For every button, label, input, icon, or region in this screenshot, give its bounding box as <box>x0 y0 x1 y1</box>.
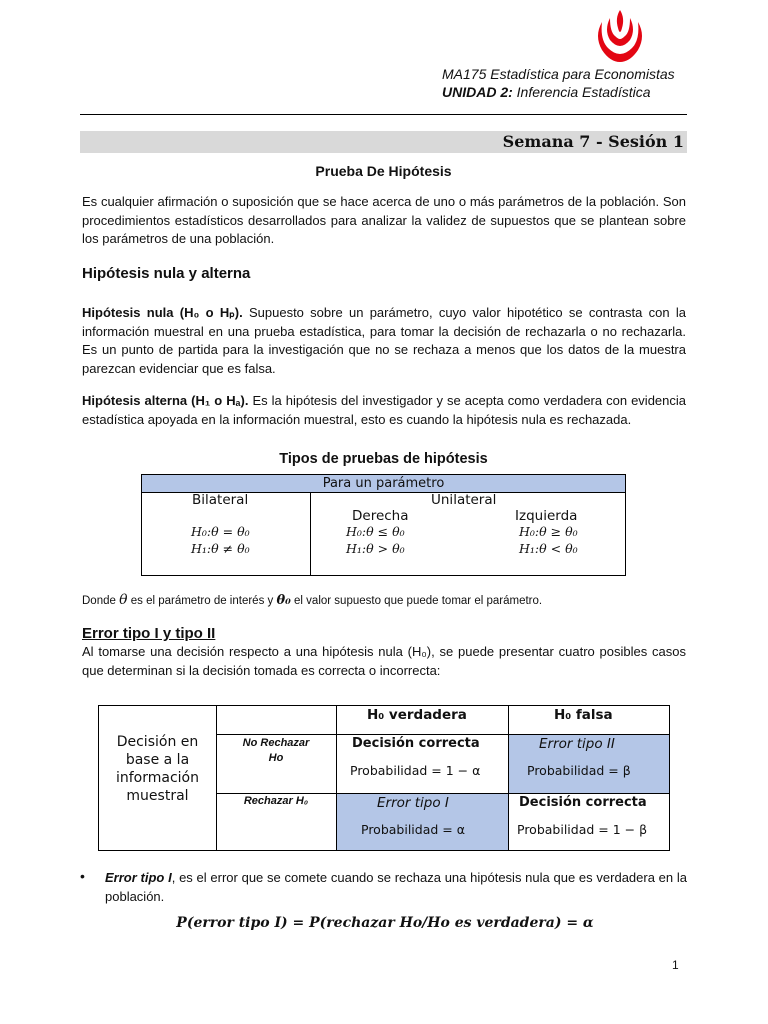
correct-decision-1-prob: Probabilidad = 1 − α <box>350 763 481 778</box>
col-divider-2 <box>336 706 337 850</box>
note-post: el valor supuesto que puede tomar el parámetro. <box>290 595 543 607</box>
row-header-line-4: muestral <box>126 788 189 804</box>
row-header-line-2: base a la <box>125 752 190 768</box>
bilateral-h1: H₁:θ ≠ θ₀ <box>191 541 250 556</box>
right-h0: H₀:θ ≤ θ₀ <box>346 524 405 539</box>
row-divider-2 <box>216 793 669 794</box>
tests-table-divider <box>310 492 311 575</box>
parameter-note <box>82 592 542 608</box>
session-bar <box>80 131 687 153</box>
correct-decision-2-prob: Probabilidad = 1 − β <box>517 822 648 837</box>
page-title: Prueba De Hipótesis <box>315 163 452 179</box>
theta0-symbol: θ₀ <box>276 593 291 608</box>
col-divider-1 <box>216 706 217 850</box>
type1-bullet-term: Error tipo I <box>105 870 172 885</box>
errors-table <box>98 705 670 851</box>
row-header-line-3: información <box>115 770 199 786</box>
col-header-true: H₀ verdadera <box>367 707 467 723</box>
unit-label: UNIDAD 2: <box>442 84 513 100</box>
type1-bullet-text <box>105 868 687 906</box>
no-reject-line-1: No Rechazar <box>242 737 310 749</box>
session-label: Semana 7 - Sesión 1 <box>502 132 684 151</box>
header-divider <box>80 114 687 115</box>
correct-decision-2-title: Decisión correcta <box>519 795 647 810</box>
row-group-header <box>99 733 216 805</box>
alt-definition: Es la hipótesis del investigador y se acepta como verdadera con evidencia estadística apoyada en la información muestral, esto es cuando la hipótesis nula es rechazada. <box>82 393 686 427</box>
type1-formula: P(error tipo I) = P(rechazar Ho/Ho es verdadera) = α <box>176 915 594 931</box>
unilateral-label: Unilateral <box>431 492 497 508</box>
alt-term: Hipótesis alterna (H₁ o Hₐ). <box>82 393 249 408</box>
bilateral-h0: H₀:θ = θ₀ <box>191 524 250 539</box>
page-number: 1 <box>672 958 679 972</box>
upc-logo <box>580 6 660 70</box>
note-pre: Donde <box>82 595 120 607</box>
row-label-reject: Rechazar H₀ <box>243 795 309 807</box>
row-label-no-reject <box>216 736 336 766</box>
type1-error-title: Error tipo I <box>377 795 449 811</box>
type2-error-title: Error tipo II <box>539 736 615 752</box>
bullet-marker: • <box>80 868 85 884</box>
correct-decision-1-title: Decisión correcta <box>352 736 480 751</box>
course-title: MA175 Estadística para Economistas <box>442 66 675 82</box>
intro-paragraph: Es cualquier afirmación o suposición que se hace acerca de uno o más parámetros de la población. Son procedimientos estadísticos desarrollados para analizar la validez de supuestos que se plantean sobre los parámetros de una población. <box>82 194 686 246</box>
type1-bullet-definition: , es el error que se comete cuando se rechaza una hipótesis nula que es verdadera en la población. <box>105 870 687 904</box>
bilateral-label: Bilateral <box>192 492 249 508</box>
section-heading-hypotheses: Hipótesis nula y alterna <box>82 265 251 282</box>
left-h1: H₁:θ < θ₀ <box>519 541 578 556</box>
unit-name: Inferencia Estadística <box>516 84 651 100</box>
theta-symbol: θ <box>119 592 128 608</box>
alt-hypothesis-paragraph <box>82 392 686 429</box>
unit-title <box>442 84 651 100</box>
tests-table-header: Para un parámetro <box>142 475 625 493</box>
tests-table-title: Tipos de pruebas de hipótesis <box>279 451 488 467</box>
left-tail-label: Izquierda <box>515 508 578 524</box>
right-tail-label: Derecha <box>352 508 409 524</box>
type1-error-prob: Probabilidad = α <box>361 822 465 837</box>
type2-error-prob: Probabilidad = β <box>527 763 631 778</box>
null-definition: Supuesto sobre un parámetro, cuyo valor hipotético se contrasta con la información muestral en una prueba estadística, para tomar la decisión de rechazarla o no rechazarla. Es un punto de partida para la investigación que no se rechaza a menos que los datos de la muestra parezcan evidenciar que es falsa. <box>82 305 686 376</box>
right-h1: H₁:θ > θ₀ <box>346 541 405 556</box>
null-term: Hipótesis nula (H₀ o Hₚ). <box>82 305 243 320</box>
row-divider-1 <box>216 734 669 735</box>
section-heading-errors: Error tipo I y tipo II <box>82 625 216 642</box>
tests-table <box>141 474 626 576</box>
col-divider-3 <box>508 706 509 850</box>
note-mid: es el parámetro de interés y <box>127 595 277 607</box>
null-hypothesis-paragraph <box>82 304 686 378</box>
no-reject-line-2: Ho <box>268 752 284 764</box>
left-h0: H₀:θ ≥ θ₀ <box>519 524 578 539</box>
row-header-line-1: Decisión en <box>116 734 199 750</box>
errors-intro-paragraph: Al tomarse una decisión respecto a una hipótesis nula (H₀), se puede presentar cuatro posibles casos que determinan si la decisión tomada es correcta o incorrecta: <box>82 644 686 678</box>
col-header-false: H₀ falsa <box>554 707 613 723</box>
